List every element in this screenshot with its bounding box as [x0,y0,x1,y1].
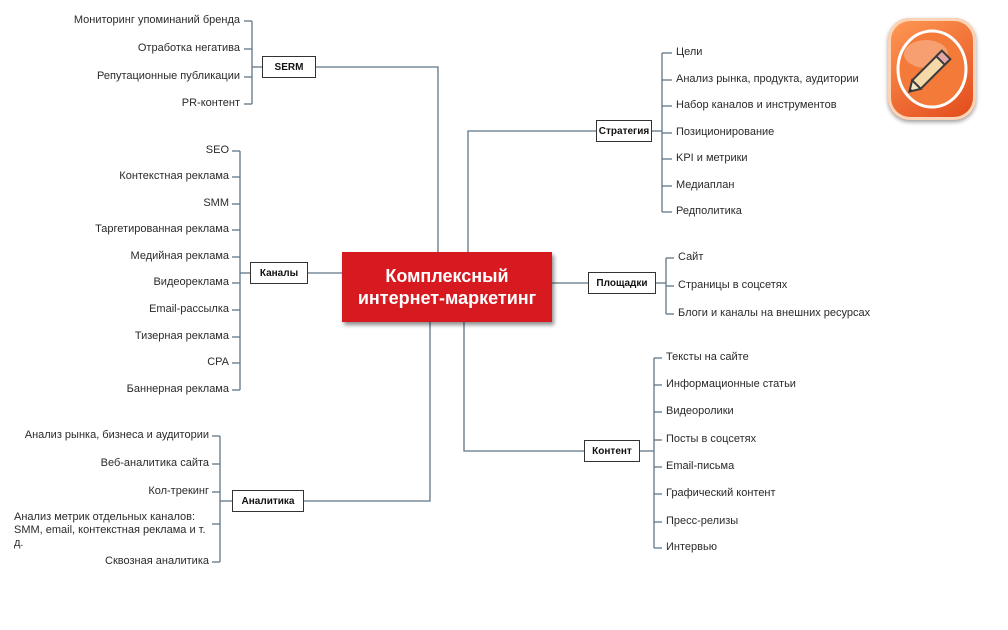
strategy-item: Позиционирование [676,126,775,138]
analytics-item: Анализ метрик отдельных каналов: SMM, email, контекстная реклама и т. д. [14,511,206,549]
channels-node-label: Каналы [259,267,299,279]
central-topic-line-2: интернет-маркетинг [357,288,537,308]
channel-item: Тизерная реклама [134,330,229,342]
platforms-node-label: Площадки [596,277,648,289]
strategy-item: Цели [676,46,703,58]
channels-node [250,262,308,284]
pencil-glyph [888,18,976,120]
content-item: Email-письма [666,460,735,472]
strategy-node-label: Стратегия [598,125,650,137]
content-item: Пресс-релизы [666,515,739,527]
platforms-node [588,272,656,294]
serm-node-label: SERM [274,61,304,73]
strategy-item: Редполитика [676,205,742,217]
channel-item: Баннерная реклама [126,383,229,395]
analytics-item: Веб-аналитика сайта [100,457,209,469]
platform-item: Блоги и каналы на внешних ресурсах [678,307,871,319]
content-item: Тексты на сайте [666,351,749,363]
channel-item: Email-рассылка [149,303,229,315]
analytics-item: Анализ рынка, бизнеса и аудитории [24,429,209,441]
strategy-item: Набор каналов и инструментов [676,99,837,111]
serm-item: Отработка негатива [137,42,240,54]
channel-item: Видеореклама [153,276,229,288]
serm-item: Мониторинг упоминаний бренда [73,14,240,26]
analytics-item: Кол-трекинг [148,485,209,497]
strategy-item: KPI и метрики [676,152,748,164]
analytics-connectors [212,322,430,562]
channel-item: Контекстная реклама [119,170,229,182]
pencil-icon[interactable] [888,18,976,120]
serm-item: Репутационные публикации [97,70,240,82]
content-item: Посты в соцсетях [666,433,757,445]
channel-item: Таргетированная реклама [95,223,229,235]
channel-item: CPA [207,356,229,368]
platform-item: Страницы в соцсетях [678,279,788,291]
content-item: Информационные статьи [666,378,796,390]
platform-item: Сайт [678,251,704,263]
serm-node [262,56,316,78]
channel-item: SMM [203,197,229,209]
content-node [584,440,640,462]
content-item: Графический контент [666,487,776,499]
central-topic-line-1: Комплексный [385,266,509,286]
analytics-item: Сквозная аналитика [105,555,209,567]
analytics-node [232,490,304,512]
strategy-node [596,120,652,142]
content-item: Видеоролики [666,405,734,417]
content-connectors [464,322,662,548]
channel-item: SEO [205,144,229,156]
content-item: Интервью [666,541,717,553]
strategy-connectors [468,53,672,252]
analytics-node-label: Аналитика [241,495,295,507]
central-topic [342,252,552,322]
strategy-item: Анализ рынка, продукта, аудитории [676,73,859,85]
serm-item: PR-контент [181,97,240,109]
strategy-item: Медиаплан [676,179,735,191]
channel-item: Медийная реклама [130,250,229,262]
content-node-label: Контент [592,445,632,457]
